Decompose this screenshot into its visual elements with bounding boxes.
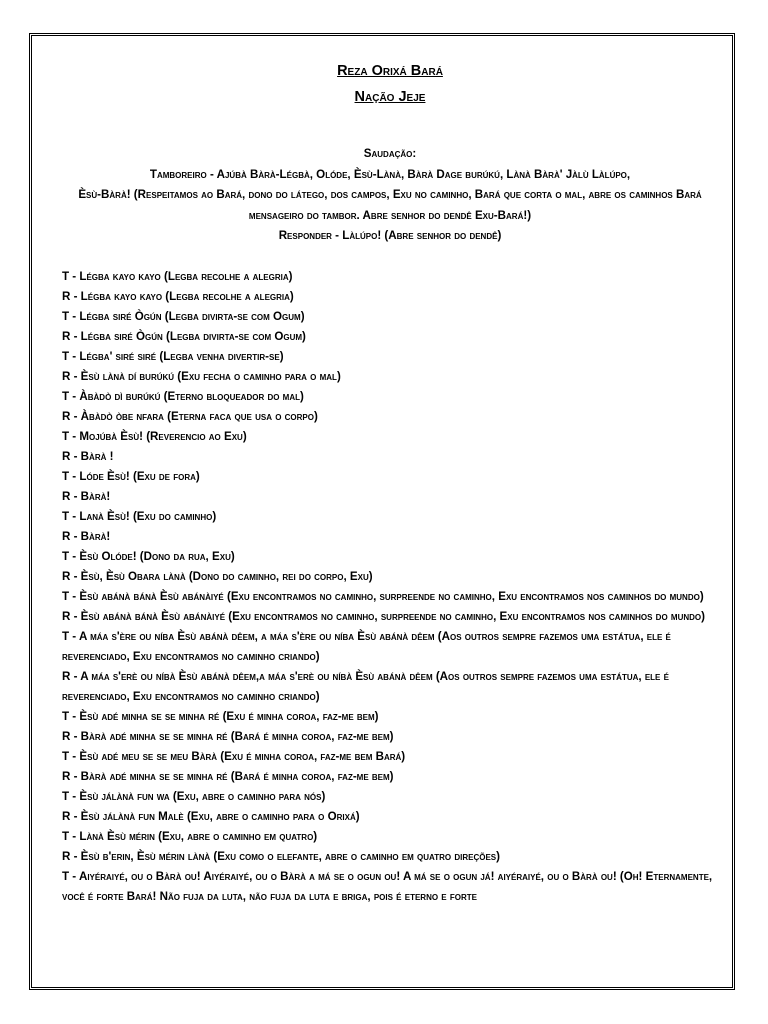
prayer-line: T - Lóde Èsù! (Exu de fora) xyxy=(62,469,200,483)
intro-heading: Saudação: xyxy=(363,147,417,160)
prayer-line: T - Èsù jálànà fun wa (Exu, abre o caminho para nós) xyxy=(62,789,326,803)
prayer-line: R - Èsù jálànà fun Malè (Exu, abre o caminho para o Orixá) xyxy=(62,809,360,823)
document-subtitle: Nação Jeje xyxy=(354,89,426,105)
prayer-line: T - Lànà Èsù mérin (Exu, abre o caminho em quatro) xyxy=(62,829,318,843)
document-title: Reza Orixá Bará xyxy=(337,63,443,79)
prayer-line: T - A máa s'ère ou níba Èsù abánà dêem, a máa s'ère ou níba Èsù abánà dêem (Aos outros sempre fazemos uma estátua, ele é reverenciado, Exu encontramos no caminho criando) xyxy=(62,629,671,663)
prayer-line: R - Èsù lànà dí burúkú (Exu fecha o caminho para o mal) xyxy=(62,369,341,383)
intro-block xyxy=(62,144,718,247)
prayer-lines xyxy=(62,267,718,907)
intro-response: Responder - Làlúpo! (Abre senhor do dendê) xyxy=(278,229,502,242)
prayer-line: R - Èsù abánà bánà Èsù abánàiyé (Exu encontramos no caminho, surpreende no caminho, Exu encontramos nos caminhos do mundo) xyxy=(62,609,705,623)
prayer-line: R - Èsù, Èsù Obara lànà (Dono do caminho, rei do corpo, Exu) xyxy=(62,569,373,583)
prayer-line: T - Lanà Èsù! (Exu do caminho) xyxy=(62,509,217,523)
prayer-line: R - Bàrà! xyxy=(62,529,111,543)
prayer-line: T - Èsù adé minha se se minha ré (Exu é minha coroa, faz-me bem) xyxy=(62,709,379,723)
prayer-line: T - Légba kayo kayo (Legba recolhe a alegria) xyxy=(62,269,293,283)
prayer-line: T - Légba' siré siré (Legba venha divertir-se) xyxy=(62,349,284,363)
prayer-line: R - Bàrà adé minha se se minha ré (Bará é minha coroa, faz-me bem) xyxy=(62,769,394,783)
prayer-line: T - Èsù Olóde! (Dono da rua, Exu) xyxy=(62,549,235,563)
prayer-line: R - Légba siré Ògún (Legba divirta-se com Ogum) xyxy=(62,329,306,343)
prayer-line: R - Légba kayo kayo (Legba recolhe a alegria) xyxy=(62,289,294,303)
prayer-line: R - A máa s'erè ou níbà Èsù abánà dêem,a máa s'erè ou níbà Èsù abánà dêem (Aos outros sempre fazemos uma estátua, ele é reverenciado, Exu encontramos no caminho criando) xyxy=(62,669,669,703)
prayer-line: T - Aiyéraiyé, ou o Bàrà ou! Aiyéraiyé, ou o Bàrà a má se o ogun ou! A má se o ogun já! aiyéraiyé, ou o Bàrà ou! (Oh! Eternamente, você é forte Bará! Não fuja da luta, não fuja da luta e briga, pois é eterno e forte xyxy=(62,869,713,903)
prayer-line: T - Légba siré Ògún (Legba divirta-se com Ogum) xyxy=(62,309,305,323)
prayer-line: T - Èsù adé meu se se meu Bàrà (Exu é minha coroa, faz-me bem Bará) xyxy=(62,749,406,763)
prayer-line: T - Èsù abánà bánà Èsù abánàiyé (Exu encontramos no caminho, surpreende no caminho, Exu encontramos nos caminhos do mundo) xyxy=(62,589,704,603)
prayer-line: T - Àbàdò dì burúkú (Eterno bloqueador do mal) xyxy=(62,389,304,403)
intro-line: Èsù-Bàrà! (Respeitamos ao Bará, dono do látego, dos campos, Exu no caminho, Bará que corta o mal, abre os caminhos Bará mensageiro do tambor. Abre senhor do dendê Exu-Bará!) xyxy=(78,188,702,222)
prayer-line: R - Èsù b'erin, Èsù mérin lànà (Exu como o elefante, abre o caminho em quatro direções) xyxy=(62,849,500,863)
prayer-line: R - Bàrà ! xyxy=(62,449,114,463)
document-body xyxy=(62,58,718,907)
prayer-line: R - Àbàdò òbe nfara (Eterna faca que usa o corpo) xyxy=(62,409,318,423)
intro-line: Tamboreiro - Ajúbà Bàrà-Légbà, Olóde, Èsù-Lànà, Bàrà Dage burúkú, Lànà Bàrà' Jàlù Làlúpo, xyxy=(149,167,631,181)
prayer-line: T - Mojúbà Èsù! (Reverencio ao Exu) xyxy=(62,429,247,443)
prayer-line: R - Bàrà adé minha se se minha ré (Bará é minha coroa, faz-me bem) xyxy=(62,729,394,743)
prayer-line: R - Bàrà! xyxy=(62,489,111,503)
